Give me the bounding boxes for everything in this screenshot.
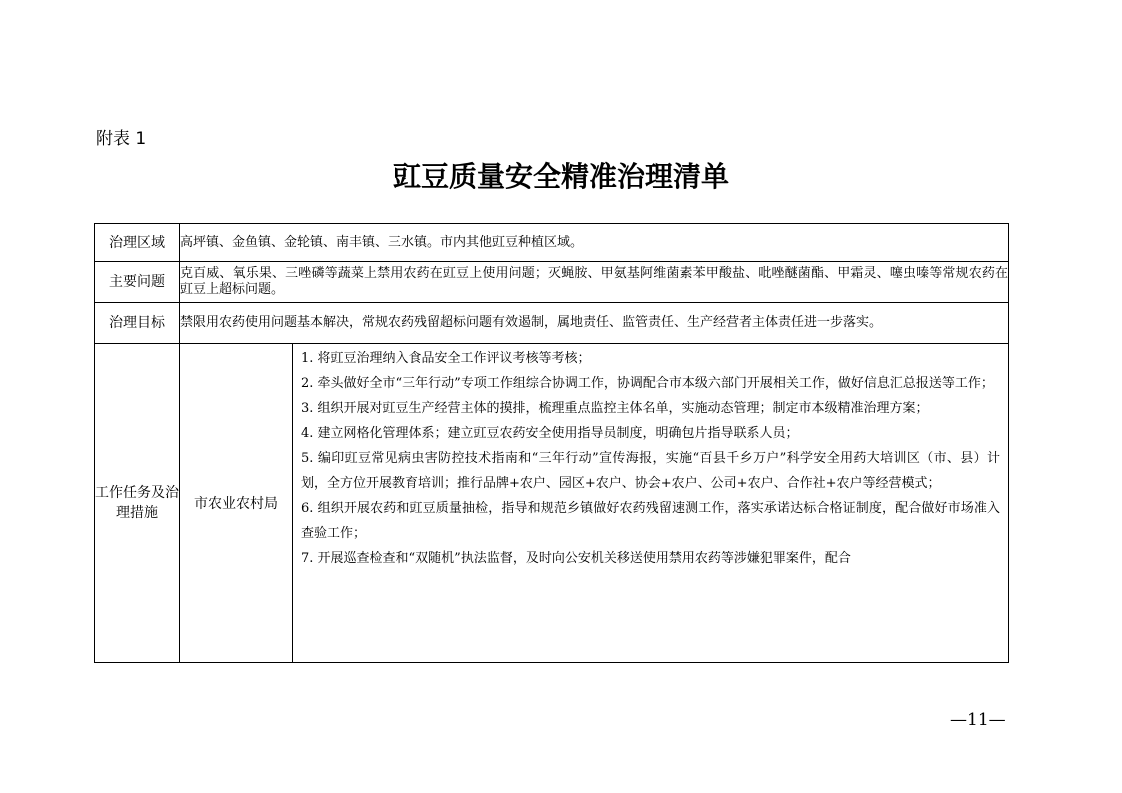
document-title: 豇豆质量安全精准治理清单 (392, 160, 729, 193)
row-value: 克百威、氧乐果、三唑磷等蔬菜上禁用农药在豇豆上使用问题；灭蝇胺、甲氨基阿维菌素苯甲酸盐、吡唑醚菌酯、甲霜灵、噻虫嗪等常规农药在豇豆上超标问题。 (180, 262, 1009, 303)
department-name: 市农业农村局 (180, 344, 293, 663)
task-item: 2. 牵头做好全市“三年行动”专项工作组综合协调工作，协调配合市本级六部门开展相关工作，做好信息汇总报送等工作； (301, 376, 994, 391)
work-label: 工作任务及治理措施 (95, 344, 180, 663)
task-list (293, 344, 1009, 663)
row-value: 禁限用农药使用问题基本解决，常规农药残留超标问题有效遏制，属地责任、监管责任、生产经营者主体责任进一步落实。 (180, 303, 1009, 344)
row-label: 主要问题 (95, 262, 180, 303)
task-item: 6. 组织开展农药和豇豆质量抽检，指导和规范乡镇做好农药残留速测工作，落实承诺达标合格证制度，配合做好市场准入查验工作； (301, 501, 1000, 541)
attachment-label: 附表 1 (96, 129, 147, 149)
table-row-goals (95, 303, 1009, 344)
governance-table (94, 223, 1009, 663)
task-item: 4. 建立网格化管理体系；建立豇豆农药安全使用指导员制度，明确包片指导联系人员； (301, 426, 799, 441)
task-item: 5. 编印豇豆常见病虫害防控技术指南和“三年行动”宣传海报，实施“百县千乡万户”科学安全用药大培训区（市、县）计划，全方位开展教育培训；推行品牌+农户、园区+农户、协会+农户、公司+农户、合作社+农户等经营模式； (301, 451, 1000, 491)
row-value: 高坪镇、金鱼镇、金轮镇、南丰镇、三水镇。市内其他豇豆种植区域。 (180, 224, 1009, 262)
task-item: 1. 将豇豆治理纳入食品安全工作评议考核等考核； (301, 351, 591, 366)
page-number: —11— (950, 710, 1006, 730)
task-item: 7. 开展巡查检查和“双随机”执法监督，及时向公安机关移送使用禁用农药等涉嫌犯罪案件，配合 (301, 551, 851, 566)
table-row-area (95, 224, 1009, 262)
row-label: 治理目标 (95, 303, 180, 344)
table-row-work (95, 344, 1009, 663)
row-label: 治理区域 (95, 224, 180, 262)
table-row-problems (95, 262, 1009, 303)
task-item: 3. 组织开展对豇豆生产经营主体的摸排，梳理重点监控主体名单，实施动态管理；制定市本级精准治理方案； (301, 401, 929, 416)
